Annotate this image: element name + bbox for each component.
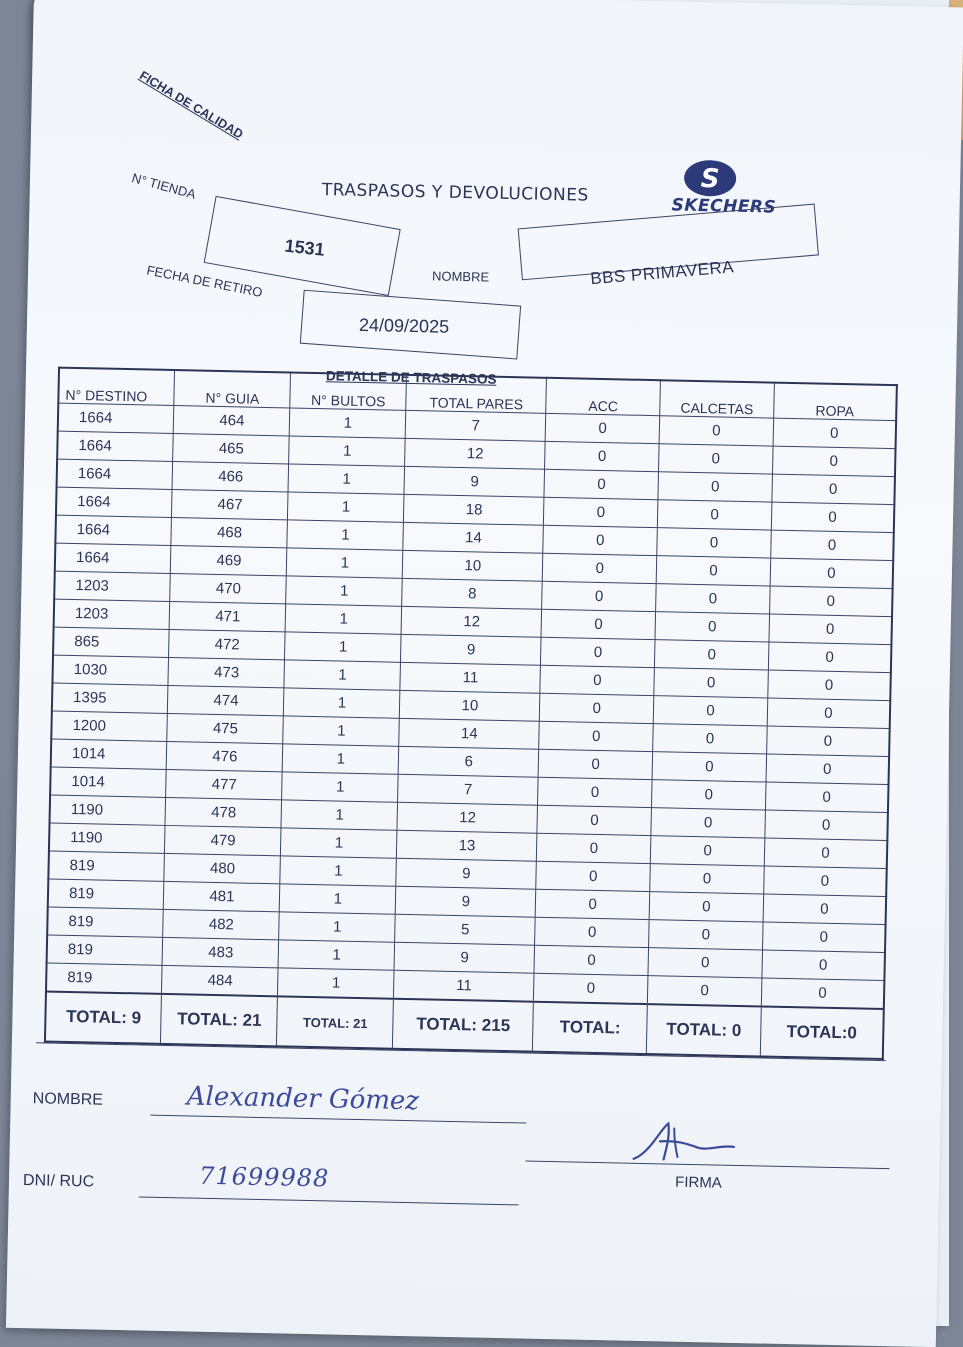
cell-ropa: 0 — [771, 502, 894, 533]
cell-guia: 473 — [168, 657, 285, 687]
cell-destino: 1190 — [49, 823, 166, 853]
cell-acc: 0 — [534, 945, 648, 975]
total-destino: TOTAL: 9 — [45, 991, 162, 1043]
cell-bultos: 1 — [281, 800, 398, 830]
cell-total-pares: 10 — [403, 550, 544, 581]
cell-destino: 1190 — [50, 795, 167, 825]
total-ropa: TOTAL:0 — [760, 1006, 884, 1059]
cell-total-pares: 5 — [395, 914, 536, 945]
fecha-label: FECHA DE RETIRO — [145, 262, 264, 301]
cell-total-pares: 9 — [396, 886, 537, 917]
cell-destino: 1664 — [56, 487, 173, 517]
total-calcetas: TOTAL: 0 — [646, 1004, 761, 1056]
cell-total-pares: 8 — [402, 578, 543, 609]
cell-bultos: 1 — [290, 408, 407, 438]
cell-bultos: 1 — [282, 772, 399, 802]
cell-calcetas: 0 — [659, 444, 773, 474]
cell-calcetas: 0 — [649, 920, 763, 950]
cell-bultos: 1 — [284, 688, 401, 718]
cell-ropa: 0 — [766, 754, 889, 785]
cell-bultos: 1 — [281, 828, 398, 858]
cell-acc: 0 — [544, 497, 658, 527]
cell-acc: 0 — [545, 441, 659, 471]
table-body — [46, 403, 896, 1009]
cell-acc: 0 — [543, 553, 657, 583]
cell-ropa: 0 — [764, 838, 887, 869]
cell-total-pares: 11 — [394, 970, 535, 1001]
cell-bultos: 1 — [283, 744, 400, 774]
cell-destino: 1200 — [51, 711, 168, 741]
cell-guia: 476 — [167, 741, 284, 771]
cell-guia: 466 — [172, 462, 289, 492]
detail-title: DETALLE DE TRASPASOS — [325, 368, 497, 387]
cell-calcetas: 0 — [650, 836, 764, 866]
cell-ropa: 0 — [763, 894, 886, 925]
cell-total-pares: 9 — [396, 858, 537, 889]
cell-guia: 474 — [168, 685, 285, 715]
cell-destino: 819 — [47, 907, 164, 937]
cell-acc: 0 — [542, 581, 656, 611]
cell-calcetas: 0 — [648, 976, 762, 1007]
cell-guia: 471 — [170, 601, 287, 631]
cell-bultos: 1 — [288, 464, 405, 494]
cell-calcetas: 0 — [658, 472, 772, 502]
cell-calcetas: 0 — [657, 528, 771, 558]
cell-total-pares: 7 — [398, 774, 539, 805]
cell-total-pares: 10 — [400, 690, 541, 721]
cell-acc: 0 — [546, 413, 660, 443]
cell-destino: 1395 — [52, 683, 169, 713]
cell-bultos: 1 — [284, 660, 401, 690]
cell-guia: 479 — [165, 825, 282, 855]
fecha-value: 24/09/2025 — [358, 314, 450, 337]
cell-bultos: 1 — [287, 520, 404, 550]
cell-guia: 472 — [169, 629, 286, 659]
cell-destino: 1203 — [54, 599, 171, 629]
cell-destino: 819 — [46, 963, 163, 994]
cell-calcetas: 0 — [653, 696, 767, 726]
cell-ropa: 0 — [771, 530, 894, 561]
cell-calcetas: 0 — [656, 584, 770, 614]
cell-ropa: 0 — [768, 642, 891, 673]
cell-total-pares: 14 — [403, 522, 544, 553]
cell-total-pares: 12 — [405, 438, 546, 469]
cell-acc: 0 — [541, 609, 655, 639]
footer-dni-line — [139, 1196, 519, 1205]
cell-ropa: 0 — [773, 418, 896, 449]
col-guia: N° GUIA — [174, 370, 291, 408]
cell-total-pares: 9 — [404, 466, 545, 497]
cell-guia: 469 — [171, 545, 288, 575]
cell-destino: 1664 — [55, 515, 172, 545]
cell-total-pares: 9 — [401, 634, 542, 665]
footer-firma-label: FIRMA — [674, 1173, 722, 1192]
total-acc: TOTAL: — [533, 1002, 648, 1054]
cell-ropa: 0 — [767, 698, 890, 729]
cell-total-pares: 6 — [398, 746, 539, 777]
cell-acc: 0 — [543, 525, 657, 555]
footer-dni-value: 71699988 — [198, 1161, 330, 1193]
cell-acc: 0 — [539, 721, 653, 751]
cell-bultos: 1 — [287, 548, 404, 578]
cell-total-pares: 12 — [401, 606, 542, 637]
nombre-label: NOMBRE — [431, 268, 490, 285]
cell-acc: 0 — [538, 777, 652, 807]
cell-destino: 865 — [53, 627, 170, 657]
cell-destino: 1664 — [57, 459, 174, 489]
cell-bultos: 1 — [286, 576, 403, 606]
cell-calcetas: 0 — [648, 948, 762, 978]
cell-total-pares: 12 — [397, 802, 538, 833]
cell-bultos: 1 — [289, 436, 406, 466]
cell-guia: 480 — [164, 853, 281, 883]
cell-ropa: 0 — [772, 474, 895, 505]
cell-bultos: 1 — [285, 632, 402, 662]
cell-destino: 1664 — [55, 543, 172, 573]
cell-calcetas: 0 — [655, 640, 769, 670]
cell-acc: 0 — [536, 889, 650, 919]
cell-destino: 1014 — [51, 739, 168, 769]
cell-guia: 468 — [171, 518, 288, 548]
cell-calcetas: 0 — [652, 780, 766, 810]
col-total-pares: TOTAL PARES — [406, 375, 547, 413]
cell-destino: 1014 — [50, 767, 167, 797]
cell-calcetas: 0 — [653, 724, 767, 754]
cell-guia: 477 — [166, 769, 283, 799]
cell-guia: 470 — [170, 573, 287, 603]
cell-ropa: 0 — [761, 978, 884, 1009]
cell-calcetas: 0 — [659, 416, 773, 446]
footer-dni-label: DNI/ RUC — [22, 1172, 95, 1191]
col-destino: N° DESTINO — [58, 368, 175, 406]
form-tag: FICHA DE CALIDAD — [137, 68, 246, 142]
cell-ropa: 0 — [765, 810, 888, 841]
nombre-value: BBS PRIMAVERA — [589, 257, 735, 289]
cell-calcetas: 0 — [656, 556, 770, 586]
cell-calcetas: 0 — [649, 892, 763, 922]
cell-guia: 481 — [164, 881, 281, 911]
cell-destino: 819 — [48, 851, 165, 881]
cell-bultos: 1 — [280, 884, 397, 914]
total-pares: TOTAL: 215 — [393, 999, 534, 1052]
cell-ropa: 0 — [772, 446, 895, 477]
detail-table — [44, 367, 898, 1060]
cell-total-pares: 13 — [397, 830, 538, 861]
cell-bultos: 1 — [285, 604, 402, 634]
col-bultos: N° BULTOS — [290, 372, 407, 410]
cell-calcetas: 0 — [651, 808, 765, 838]
cell-total-pares: 7 — [406, 410, 547, 441]
cell-acc: 0 — [535, 917, 649, 947]
cell-bultos: 1 — [279, 912, 396, 942]
cell-total-pares: 9 — [394, 942, 535, 973]
cell-calcetas: 0 — [652, 752, 766, 782]
cell-destino: 819 — [47, 935, 164, 965]
col-ropa: ROPA — [774, 383, 897, 421]
total-bultos: TOTAL: 21 — [277, 996, 394, 1048]
cell-destino: 1030 — [52, 655, 169, 685]
cell-guia: 465 — [173, 434, 290, 464]
footer-nombre-line — [150, 1115, 526, 1124]
tienda-label: N° TIENDA — [130, 170, 198, 202]
cell-bultos: 1 — [283, 716, 400, 746]
cell-guia: 484 — [162, 965, 279, 996]
cell-acc: 0 — [536, 861, 650, 891]
cell-total-pares: 14 — [399, 718, 540, 749]
col-calcetas: CALCETAS — [660, 380, 774, 418]
cell-destino: 1664 — [58, 403, 175, 433]
cell-acc: 0 — [537, 805, 651, 835]
cell-acc: 0 — [541, 637, 655, 667]
cell-calcetas: 0 — [657, 500, 771, 530]
cell-calcetas: 0 — [650, 864, 764, 894]
cell-ropa: 0 — [768, 670, 891, 701]
cell-calcetas: 0 — [654, 668, 768, 698]
cell-acc: 0 — [540, 665, 654, 695]
cell-guia: 475 — [167, 713, 284, 743]
cell-calcetas: 0 — [655, 612, 769, 642]
tienda-value: 1531 — [283, 235, 326, 260]
cell-acc: 0 — [540, 693, 654, 723]
cell-total-pares: 18 — [404, 494, 545, 525]
cell-bultos: 1 — [278, 968, 395, 999]
cell-ropa: 0 — [762, 922, 885, 953]
cell-guia: 478 — [165, 797, 282, 827]
cell-ropa: 0 — [765, 782, 888, 813]
form-sheet — [6, 0, 963, 1347]
svg-text:S: S — [700, 164, 720, 195]
cell-ropa: 0 — [764, 866, 887, 897]
cell-ropa: 0 — [767, 726, 890, 757]
footer-nombre-value: Alexander Gómez — [186, 1081, 420, 1117]
cell-guia: 467 — [172, 490, 289, 520]
cell-acc: 0 — [534, 973, 648, 1004]
cell-acc: 0 — [537, 833, 651, 863]
cell-guia: 483 — [163, 937, 280, 967]
brand-name: SKECHERS — [671, 195, 777, 218]
cell-total-pares: 11 — [400, 662, 541, 693]
cell-ropa: 0 — [769, 586, 892, 617]
cell-ropa: 0 — [770, 558, 893, 589]
cell-destino: 1664 — [57, 431, 174, 461]
cell-acc: 0 — [544, 469, 658, 499]
total-guia: TOTAL: 21 — [161, 994, 278, 1046]
cell-destino: 819 — [48, 879, 165, 909]
page-title: TRASPASOS Y DEVOLUCIONES — [321, 180, 589, 206]
cell-acc: 0 — [538, 749, 652, 779]
footer-nombre-label: NOMBRE — [32, 1090, 104, 1109]
cell-bultos: 1 — [278, 940, 395, 970]
cell-ropa: 0 — [762, 950, 885, 981]
cell-bultos: 1 — [280, 856, 397, 886]
cell-bultos: 1 — [288, 492, 405, 522]
cell-guia: 482 — [163, 909, 280, 939]
cell-ropa: 0 — [769, 614, 892, 645]
cell-guia: 464 — [174, 406, 291, 436]
col-acc: ACC — [546, 378, 660, 416]
cell-destino: 1203 — [54, 571, 171, 601]
